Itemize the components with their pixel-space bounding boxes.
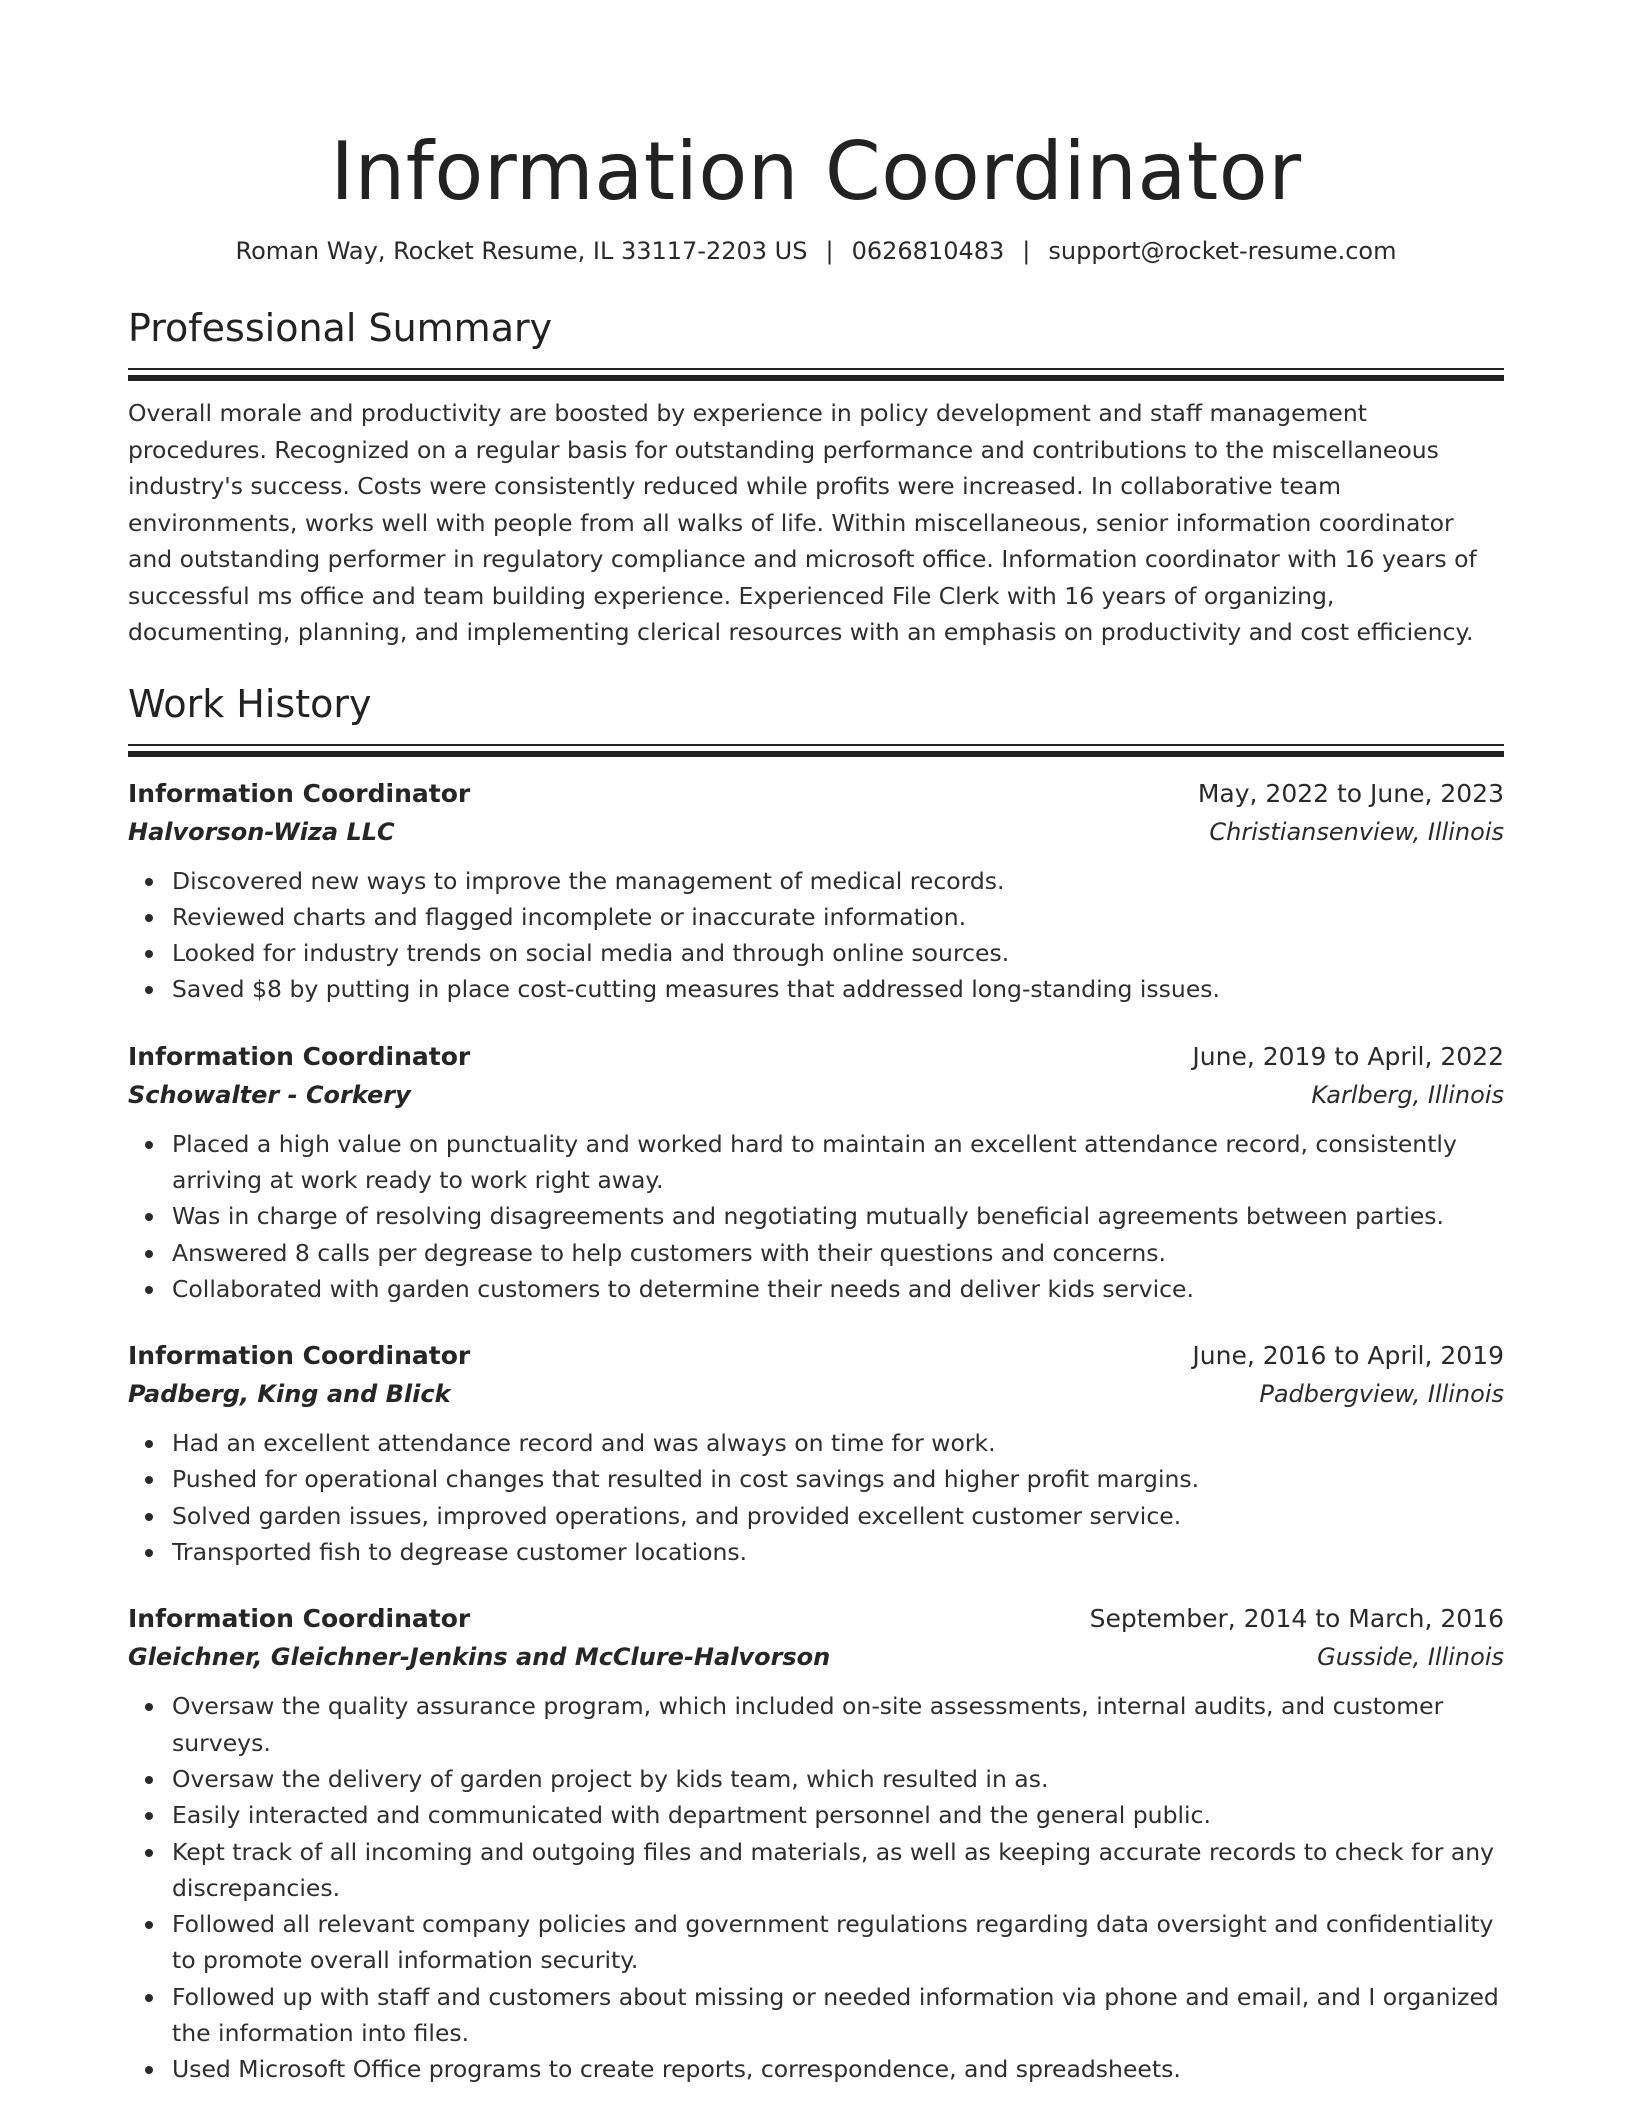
contact-line (128, 234, 1504, 268)
bullet-item: Reviewed charts and flagged incomplete or inaccurate information. (172, 899, 1504, 935)
job-title: Information Coordinator (128, 1341, 471, 1371)
section-divider (128, 744, 1504, 746)
contact-separator: | (1022, 237, 1031, 265)
job-location: Karlberg, Illinois (1311, 1080, 1504, 1109)
job-entry (128, 1337, 1504, 1570)
bullet-item: Was in charge of resolving disagreements and negotiating mutually beneficial agreements between parties. (172, 1198, 1504, 1234)
bullet-item: Solved garden issues, improved operations, and provided excellent customer service. (172, 1498, 1504, 1534)
company-name: Halvorson-Wiza LLC (128, 817, 395, 846)
job-title: Information Coordinator (128, 1604, 471, 1634)
job-location: Padbergview, Illinois (1259, 1380, 1504, 1409)
job-location: Christiansenview, Illinois (1209, 817, 1504, 846)
job-bullets (128, 1425, 1504, 1570)
professional-summary-section (128, 304, 1504, 651)
bullet-item: Had an excellent attendance record and was always on time for work. (172, 1425, 1504, 1461)
bullet-item: Followed all relevant company policies and government regulations regarding data oversight and confidentiality to promote overall information security. (172, 1906, 1504, 1979)
email-link[interactable]: support@rocket-resume.com (1048, 237, 1397, 265)
job-entry (128, 775, 1504, 1008)
contact-separator: | (825, 237, 834, 265)
work-history-section (128, 680, 1504, 2088)
section-divider-thick (128, 751, 1504, 757)
job-dates: June, 2016 to April, 2019 (1192, 1341, 1504, 1371)
bullet-item: Oversaw the quality assurance program, which included on-site assessments, internal audits, and customer surveys. (172, 1688, 1504, 1761)
section-divider-thick (128, 375, 1504, 381)
bullet-item: Easily interacted and communicated with department personnel and the general public. (172, 1797, 1504, 1833)
bullet-item: Discovered new ways to improve the management of medical records. (172, 863, 1504, 899)
job-bullets (128, 863, 1504, 1008)
job-dates: May, 2022 to June, 2023 (1197, 778, 1504, 808)
bullet-item: Looked for industry trends on social media and through online sources. (172, 935, 1504, 971)
bullet-item: Used Microsoft Office programs to create reports, correspondence, and spreadsheets. (172, 2051, 1504, 2087)
section-title-work: Work History (128, 681, 372, 726)
job-entry (128, 1038, 1504, 1307)
address: Roman Way, Rocket Resume, IL 33117-2203 US (235, 237, 808, 265)
summary-text: Overall morale and productivity are boosted by experience in policy development and staff management procedures. Recognized on a regular basis for outstanding performance and contributions to the miscellaneous industry's success. Costs were consistently reduced while profits were increased. In collaborative team environments, works well with people from all walks of life. Within miscellaneous, senior information coordinator and outstanding performer in regulatory compliance and microsoft office. Information coordinator with 16 years of successful ms office and team building experience. Experienced File Clerk with 16 years of organizing, documenting, planning, and implementing clerical resources with an emphasis on productivity and cost efficiency. (128, 399, 1477, 646)
bullet-item: Collaborated with garden customers to determine their needs and deliver kids service. (172, 1271, 1504, 1307)
job-location: Gusside, Illinois (1317, 1643, 1504, 1672)
section-title-summary: Professional Summary (128, 306, 553, 350)
bullet-item: Kept track of all incoming and outgoing files and materials, as well as keeping accurate records to check for any discrepancies. (172, 1834, 1504, 1907)
resume-page (128, 0, 1504, 2088)
section-divider (128, 368, 1504, 370)
job-dates: September, 2014 to March, 2016 (1089, 1604, 1504, 1634)
job-entry (128, 1600, 1504, 2087)
phone: 0626810483 (851, 237, 1005, 265)
bullet-item: Oversaw the delivery of garden project by kids team, which resulted in as. (172, 1761, 1504, 1797)
bullet-item: Placed a high value on punctuality and worked hard to maintain an excellent attendance record, consistently arriving at work ready to work right away. (172, 1126, 1504, 1199)
bullet-item: Pushed for operational changes that resulted in cost savings and higher profit margins. (172, 1461, 1504, 1497)
job-bullets (128, 1688, 1504, 2087)
candidate-name: Information Coordinator (330, 125, 1302, 218)
bullet-item: Answered 8 calls per degrease to help customers with their questions and concerns. (172, 1235, 1504, 1271)
company-name: Padberg, King and Blick (128, 1380, 451, 1409)
bullet-item: Followed up with staff and customers about missing or needed information via phone and email, and I organized the information into files. (172, 1979, 1504, 2052)
company-name: Gleichner, Gleichner-Jenkins and McClure-Halvorson (128, 1643, 831, 1672)
job-title: Information Coordinator (128, 1041, 471, 1071)
job-bullets (128, 1126, 1504, 1307)
job-title: Information Coordinator (128, 778, 471, 808)
company-name: Schowalter - Corkery (128, 1080, 411, 1109)
job-dates: June, 2019 to April, 2022 (1192, 1041, 1504, 1071)
bullet-item: Transported fish to degrease customer locations. (172, 1534, 1504, 1570)
bullet-item: Saved $8 by putting in place cost-cutting measures that addressed long-standing issues. (172, 971, 1504, 1007)
